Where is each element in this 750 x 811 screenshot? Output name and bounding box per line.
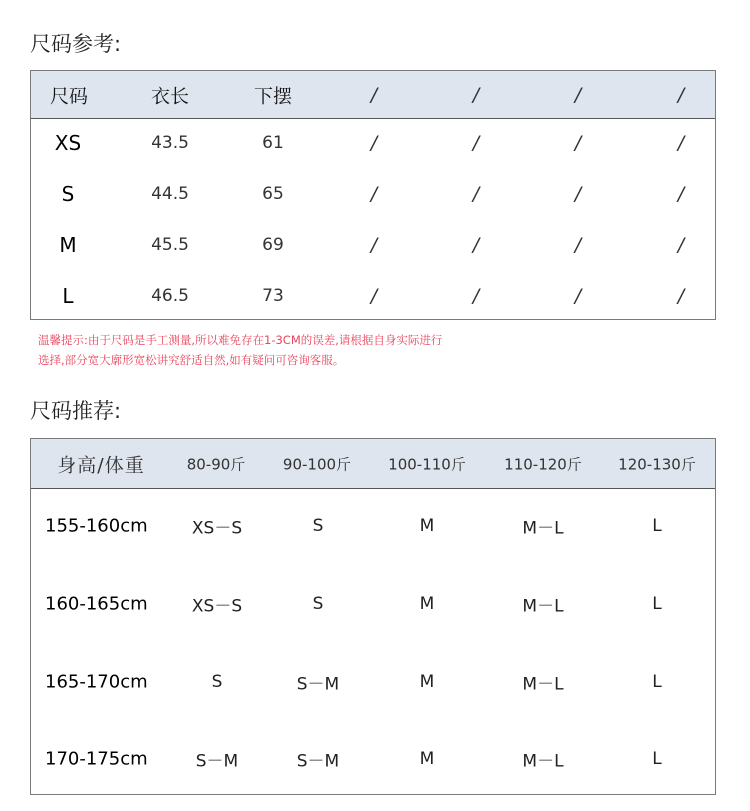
row-height: 160-165cm (45, 593, 148, 615)
row-size: S (312, 516, 324, 536)
row-size: L (652, 516, 662, 536)
header-blank-4: / (677, 84, 685, 106)
header-weight-90-100: 90-100斤 (282, 455, 352, 474)
row-blank: / (677, 234, 685, 256)
row-blank: / (677, 132, 685, 154)
row-height: 155-160cm (45, 515, 148, 537)
row-size: L (652, 672, 662, 692)
row-size: S－M (195, 751, 239, 772)
row-size: L (62, 284, 74, 308)
row-blank: / (472, 234, 480, 256)
row-size: S (211, 672, 223, 692)
row-length: 44.5 (151, 184, 189, 204)
header-blank-2: / (472, 84, 480, 106)
row-blank: / (370, 285, 378, 307)
header-blank-1: / (370, 84, 378, 106)
row-blank: / (370, 183, 378, 205)
size-reference-title: 尺码参考: (30, 32, 122, 56)
row-size: XS－S (191, 518, 243, 539)
row-size: L (652, 594, 662, 614)
row-height: 165-170cm (45, 671, 148, 693)
row-size: S (312, 594, 324, 614)
row-size: L (652, 749, 662, 769)
header-hem: 下摆 (253, 85, 293, 108)
header-weight-110-120: 110-120斤 (504, 455, 582, 474)
header-blank-3: / (574, 84, 582, 106)
row-blank: / (370, 234, 378, 256)
row-blank: / (574, 183, 582, 205)
row-size: M (419, 594, 435, 614)
header-weight-100-110: 100-110斤 (388, 455, 466, 474)
header-size: 尺码 (49, 85, 89, 108)
row-size: M (419, 749, 435, 769)
row-hem: 65 (262, 184, 284, 204)
row-size: XS－S (191, 596, 243, 617)
row-blank: / (574, 234, 582, 256)
row-size: S (61, 182, 75, 206)
row-blank: / (472, 285, 480, 307)
row-size: S－M (296, 674, 340, 695)
row-hem: 69 (262, 235, 284, 255)
header-length: 衣长 (150, 85, 190, 108)
row-size: M (419, 516, 435, 536)
row-hem: 61 (262, 133, 284, 153)
header-height-weight: 身高/体重 (57, 454, 145, 477)
header-weight-80-90: 80-90斤 (186, 455, 246, 474)
row-size: M (419, 672, 435, 692)
size-recommend-title: 尺码推荐: (30, 399, 122, 423)
notice-line-1: 温馨提示:由于尺码是手工测量,所以难免存在1-3CM的误差,请根据自身实际进行 (38, 333, 443, 347)
row-size: M－L (522, 674, 564, 695)
row-size: M (59, 233, 77, 257)
row-blank: / (574, 132, 582, 154)
row-blank: / (472, 132, 480, 154)
notice-line-2: 选择,部分宽大廓形宽松讲究舒适自然,如有疑问可咨询客服。 (38, 353, 345, 367)
row-height: 170-175cm (45, 748, 148, 770)
row-blank: / (677, 183, 685, 205)
row-length: 46.5 (151, 286, 189, 306)
row-size: XS (54, 131, 82, 155)
row-blank: / (677, 285, 685, 307)
header-weight-120-130: 120-130斤 (618, 455, 696, 474)
row-blank: / (574, 285, 582, 307)
row-hem: 73 (262, 286, 284, 306)
row-blank: / (370, 132, 378, 154)
row-size: M－L (522, 751, 564, 772)
size-recommend-table (30, 438, 716, 795)
row-size: M－L (522, 518, 564, 539)
row-length: 45.5 (151, 235, 189, 255)
row-size: M－L (522, 596, 564, 617)
row-length: 43.5 (151, 133, 189, 153)
row-size: S－M (296, 751, 340, 772)
row-blank: / (472, 183, 480, 205)
size-reference-table (30, 70, 716, 320)
